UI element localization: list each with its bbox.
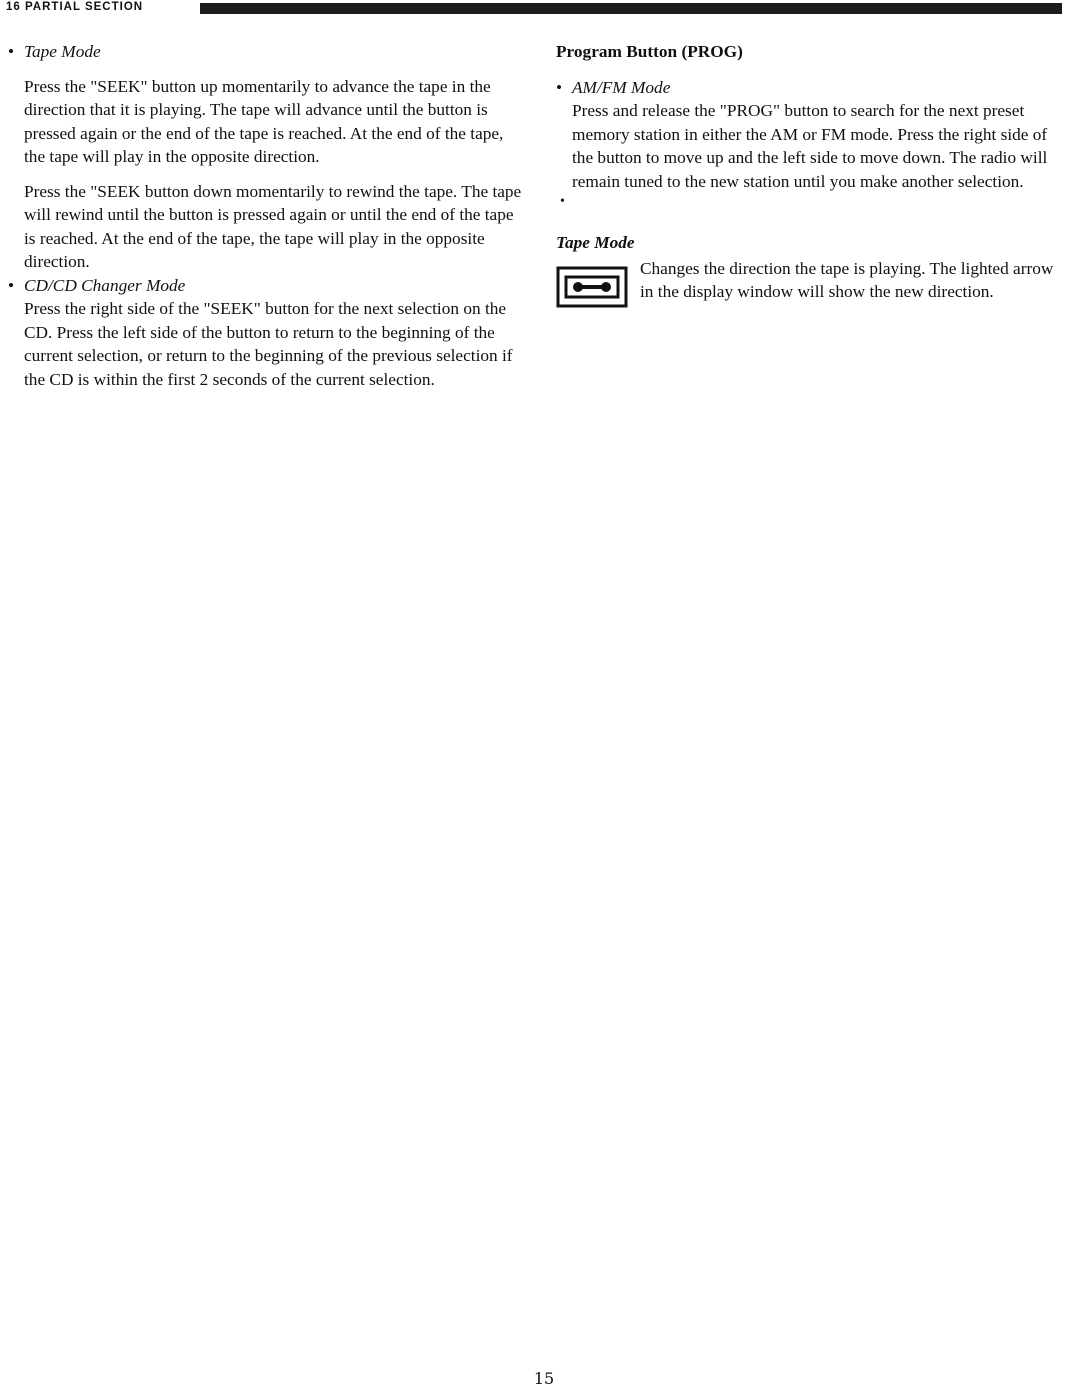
bullet-icon: • <box>556 77 563 97</box>
bullet-icon: • <box>8 275 15 295</box>
page-header <box>0 0 1062 16</box>
left-column <box>8 40 526 391</box>
tape-mode-heading: • Tape Mode <box>8 40 526 64</box>
am-fm-mode-heading: • AM/FM Mode <box>556 76 1062 100</box>
tape-mode-paragraph-right: Changes the direction the tape is playing. The lighted arrow in the display window will show the new direction. <box>640 258 1054 301</box>
tape-mode-paragraph-1: Press the "SEEK" button up momentarily to advance the tape in the direction that it is playing. The tape will advance until the button is pressed again or the end of the tape is reached. At the end of the tape, the tape will play in the opposite direction. <box>24 76 504 166</box>
header-title: 16 PARTIAL SECTION <box>6 1 144 13</box>
bullet-icon: • <box>8 42 15 61</box>
cd-mode-paragraph: Press the right side of the "SEEK" button for the next selection on the CD. Press the left side of the button to return to the beginning of the current selection, or return to the beginning of the previous selection if the CD is within the first 2 seconds of the current selection. <box>24 299 513 389</box>
page-number: 15 <box>533 1369 555 1388</box>
program-button-title: Program Button (PROG) <box>556 42 743 61</box>
header-rule <box>200 3 1062 14</box>
stray-mark: • <box>560 194 565 209</box>
cd-mode-heading: • CD/CD Changer Mode <box>8 274 526 298</box>
tape-mode-heading-right: Tape Mode <box>556 233 635 252</box>
cassette-tape-icon <box>556 266 628 308</box>
tape-mode-row <box>556 257 1062 308</box>
tape-mode-paragraph-2: Press the "SEEK button down momentarily to rewind the tape. The tape will rewind until the button is pressed again or until the end of the tape is reached. At the end of the tape, the tape will play in the opposite direction. <box>24 181 522 271</box>
right-column <box>556 40 1062 308</box>
am-fm-mode-paragraph: Press and release the "PROG" button to search for the next preset memory station in either the AM or FM mode. Press the right side of the button to move up and the left side to move down. The radio will remain tuned to the new station until you make another selection. <box>572 101 1048 191</box>
